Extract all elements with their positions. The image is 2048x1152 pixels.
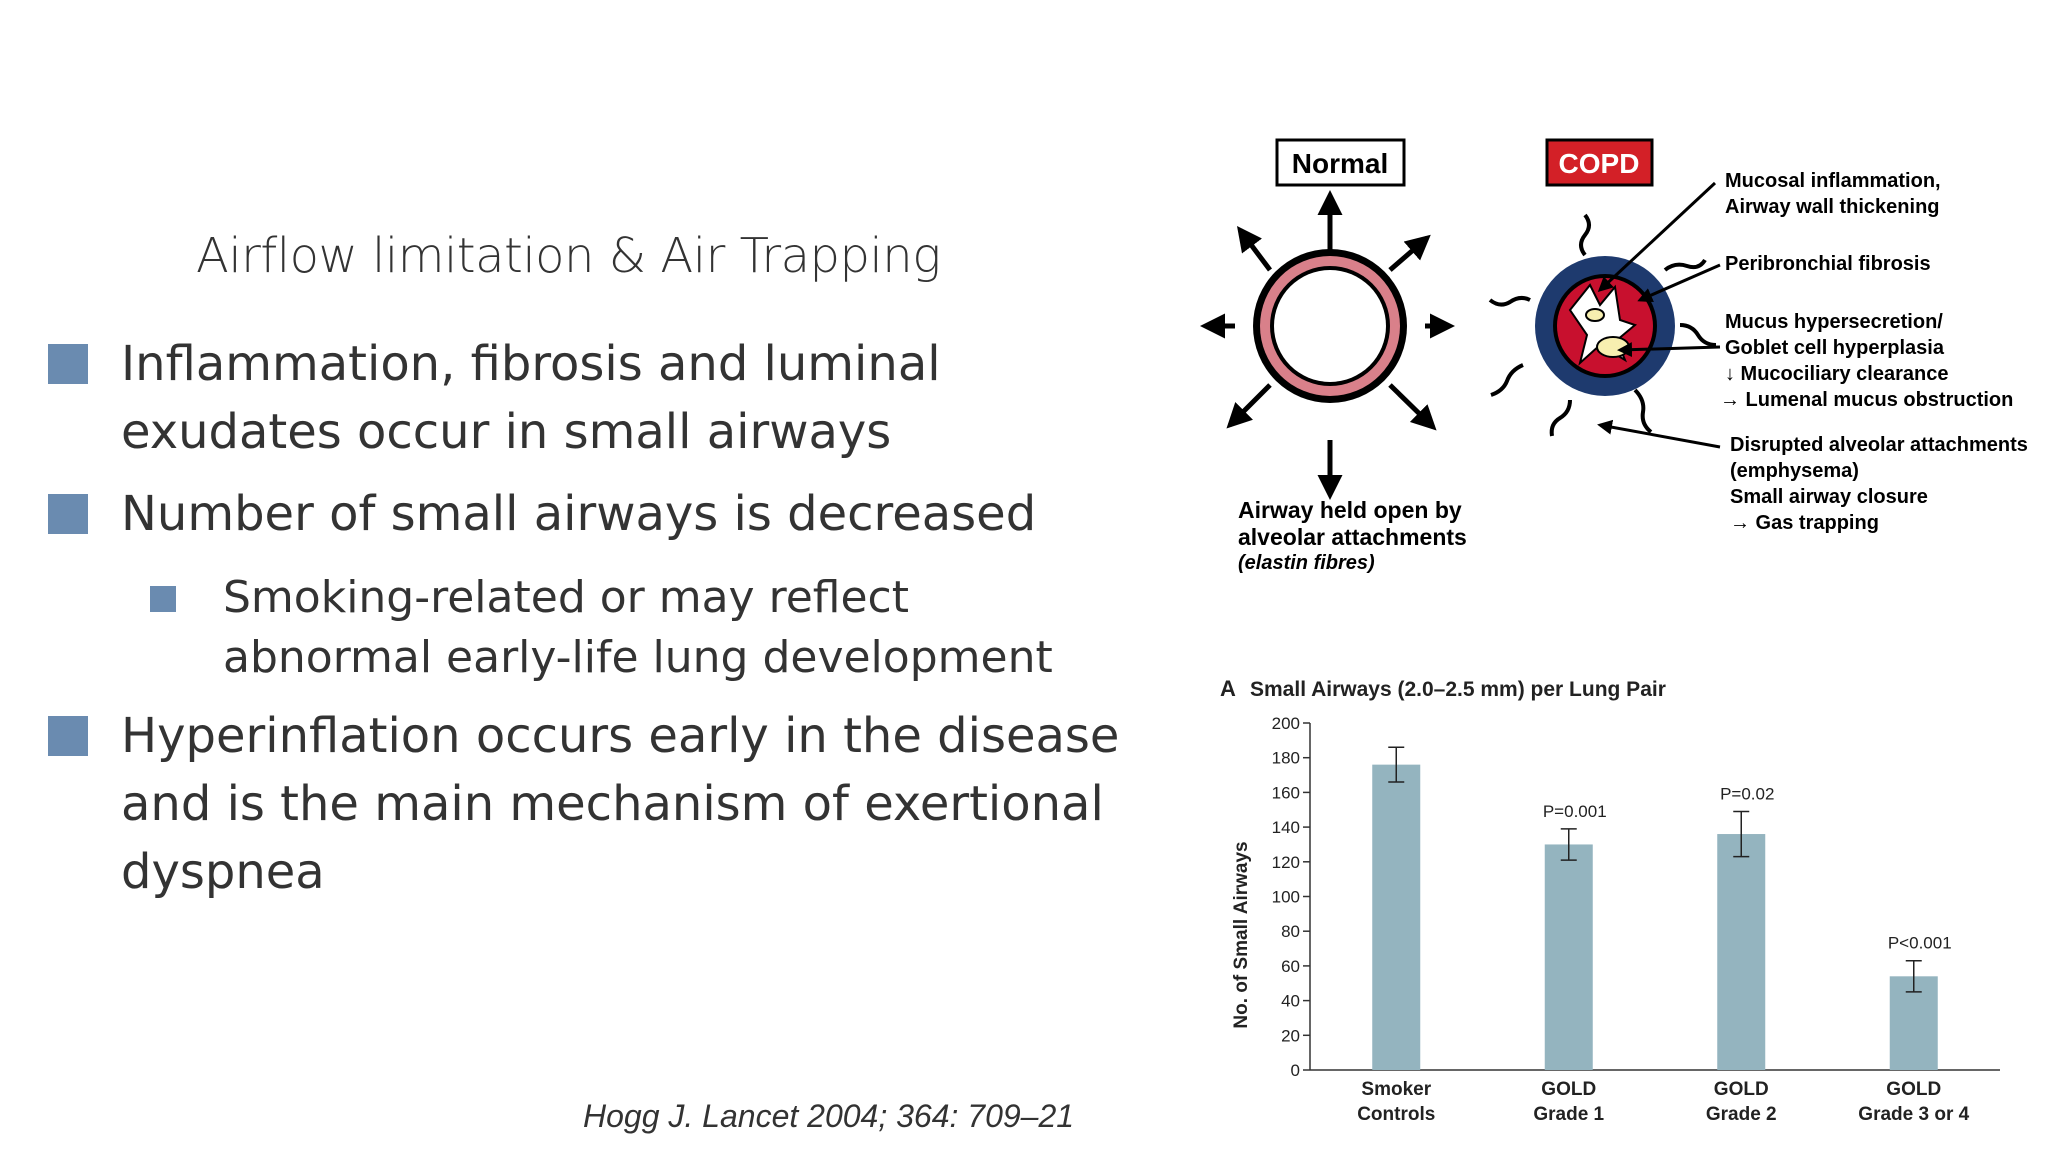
- y-tick-label: 40: [1281, 991, 1300, 1011]
- normal-airway: [1205, 195, 1450, 495]
- bar: [1372, 765, 1420, 1070]
- annotation-4-line4: → Gas trapping: [1730, 512, 1879, 534]
- y-tick-label: 100: [1271, 887, 1300, 907]
- square-bullet-icon: [48, 494, 88, 534]
- y-tick-label: 80: [1281, 922, 1300, 942]
- y-tick-label: 140: [1271, 818, 1300, 838]
- bullet-text: Inflammation, fibrosis and luminal exudates occur in small airways: [121, 336, 941, 460]
- sub-bullet-text: Smoking-related or may reflect abnormal early-life lung development: [223, 572, 1053, 683]
- bullet-text: Number of small airways is decreased: [121, 486, 1037, 542]
- chart-title: Small Airways (2.0–2.5 mm) per Lung Pair: [1250, 678, 1666, 701]
- copd-label: COPD: [1558, 148, 1640, 179]
- annotation-4-line1: Disrupted alveolar attachments: [1730, 434, 2028, 456]
- annotation-3-line2: Goblet cell hyperplasia: [1725, 337, 1944, 359]
- slide-title: Airflow limitation & Air Trapping: [196, 228, 941, 284]
- annotation-3-line4: → Lumenal mucus obstruction: [1720, 389, 2014, 411]
- normal-caption-line3: (elastin fibres): [1238, 552, 1375, 574]
- bar: [1717, 834, 1765, 1070]
- y-tick-label: 0: [1290, 1061, 1300, 1080]
- x-category-label: Grade 1: [1533, 1104, 1605, 1125]
- citation: Hogg J. Lancet 2004; 364: 709–21: [583, 1098, 1075, 1134]
- x-category-label: Grade 3 or 4: [1858, 1104, 1970, 1125]
- normal-caption-line2: alveolar attachments: [1238, 524, 1467, 550]
- copd-airway: [1490, 215, 1716, 436]
- y-axis-label: No. of Small Airways: [1231, 841, 1252, 1029]
- annotation-2-line1: Peribronchial fibrosis: [1725, 253, 1931, 275]
- x-category-label: Controls: [1357, 1104, 1436, 1125]
- square-bullet-icon: [48, 344, 88, 384]
- square-bullet-icon: [150, 586, 176, 612]
- normal-label: Normal: [1291, 148, 1389, 179]
- annotation-4-line3: Small airway closure: [1730, 486, 1928, 508]
- x-category-label: GOLD: [1886, 1079, 1942, 1100]
- annotation-1-line2: Airway wall thickening: [1725, 196, 1940, 218]
- p-value-label: P=0.02: [1720, 784, 1775, 804]
- airway-diagram: [1195, 125, 2048, 595]
- square-bullet-icon: [48, 716, 88, 756]
- annotations: [1720, 170, 2028, 534]
- bar: [1545, 844, 1593, 1070]
- y-tick-label: 20: [1281, 1026, 1300, 1046]
- p-value-label: P<0.001: [1887, 933, 1952, 953]
- x-category-label: GOLD: [1541, 1079, 1597, 1100]
- y-tick-label: 120: [1271, 852, 1300, 872]
- annotation-1-line1: Mucosal inflammation,: [1725, 170, 1941, 192]
- x-category-label: GOLD: [1713, 1079, 1769, 1100]
- p-value-label: P=0.001: [1542, 801, 1607, 821]
- y-tick-label: 60: [1281, 956, 1300, 976]
- chart-panel-letter: A: [1220, 676, 1236, 701]
- small-airways-chart: [1210, 665, 2010, 1145]
- y-tick-label: 160: [1271, 783, 1300, 803]
- y-tick-label: 180: [1271, 748, 1300, 768]
- x-category-label: Grade 2: [1705, 1104, 1777, 1125]
- annotation-3-line1: Mucus hypersecretion/: [1725, 311, 1943, 333]
- x-category-label: Smoker: [1361, 1079, 1432, 1100]
- chart-bars: [1357, 747, 1969, 1125]
- bullet-text: Hyperinflation occurs early in the disease and is the main mechanism of exertional dyspnea: [121, 708, 1120, 900]
- normal-caption-line1: Airway held open by: [1238, 497, 1462, 523]
- y-tick-label: 200: [1271, 714, 1300, 733]
- annotation-3-line3: ↓ Mucociliary clearance: [1725, 363, 1949, 385]
- annotation-4-line2: (emphysema): [1730, 460, 1859, 482]
